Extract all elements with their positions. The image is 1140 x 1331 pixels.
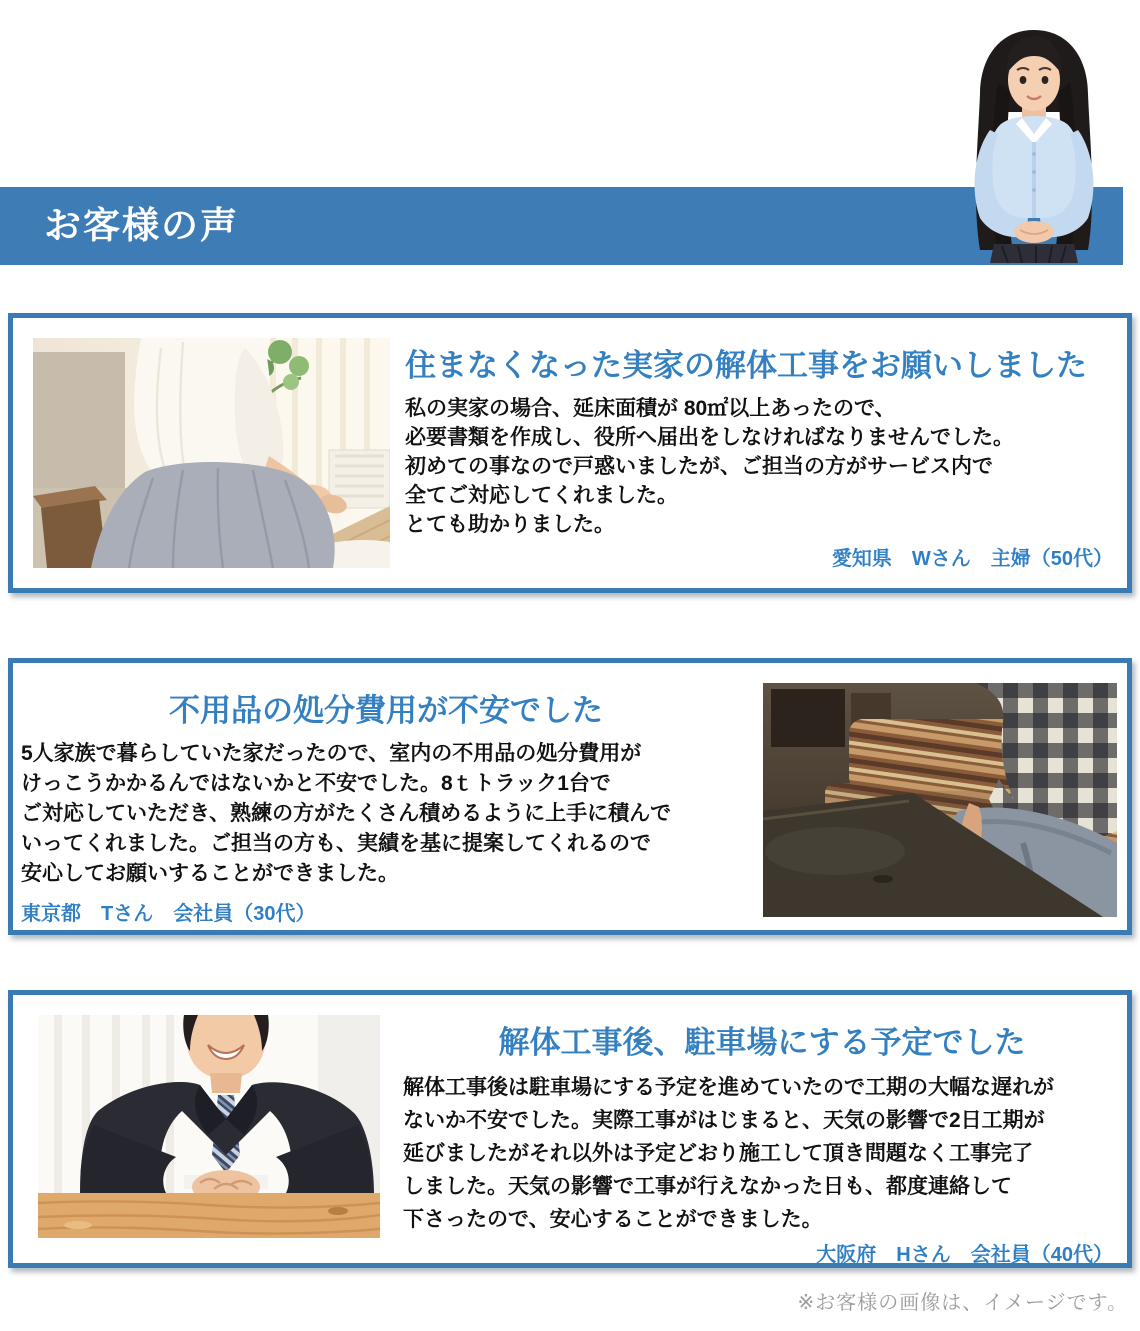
testimonial-title: 不用品の処分費用が不安でした (169, 693, 603, 728)
page-title: お客様の声 (44, 205, 239, 246)
testimonial-attribution: 東京都 Tさん 会社員（30代） (21, 903, 316, 925)
testimonial-body-line: 全てご対応してくれました。 (405, 484, 678, 507)
customer-photo-businessman (38, 1015, 380, 1238)
testimonial-card-1 (8, 313, 1132, 593)
testimonial-title: 住まなくなった実家の解体工事をお願いしました (405, 348, 1087, 383)
testimonial-body (403, 1071, 1054, 1236)
testimonial-body-line: 私の実家の場合、延床面積が 80㎡以上あったので、 (405, 397, 896, 420)
testimonial-body-line: しました。天気の影響で工事が行えなかった日も、都度連絡して (403, 1175, 1012, 1198)
receptionist-photo (928, 22, 1140, 263)
testimonial-body-line: 必要書類を作成し、役所へ届出をしなければなりませんでした。 (405, 426, 1014, 449)
testimonial-body-line: けっこうかかるんではないかと不安でした。8ｔトラック1台で (21, 772, 611, 795)
testimonial-body-line: 下さったので、安心することができました。 (403, 1208, 823, 1231)
testimonial-attribution: 愛知県 Wさん 主婦（50代） (831, 548, 1113, 570)
testimonial-body-line: 延びましたがそれ以外は予定どおり施工して頂き問題なく工事完了 (403, 1142, 1033, 1165)
testimonial-card-3 (8, 990, 1132, 1268)
customer-photo-man-plaid (763, 683, 1117, 917)
testimonial-card-2 (8, 658, 1132, 935)
testimonial-body-line: とても助かりました。 (405, 513, 615, 536)
image-disclaimer-note: ※お客様の画像は、イメージです。 (797, 1292, 1128, 1314)
testimonial-body-line: ないか不安でした。実際工事がはじまると、天気の影響で2日工期が (403, 1109, 1045, 1132)
testimonial-body-line: 5人家族で暮らしていた家だったので、室内の不用品の処分費用が (21, 742, 642, 765)
testimonial-body-line: いってくれました。ご担当の方も、実績を基に提案してくれるので (21, 832, 651, 855)
testimonial-body (21, 739, 671, 889)
testimonial-body-line: ご対応していただき、熟練の方がたくさん積めるように上手に積んで (21, 802, 672, 825)
testimonial-title: 解体工事後、駐車場にする予定でした (498, 1025, 1026, 1060)
testimonial-body-line: 解体工事後は駐車場にする予定を進めていたので工期の大幅な遅れが (403, 1076, 1054, 1099)
testimonial-body (405, 394, 1014, 539)
testimonial-body-line: 安心してお願いすることができました。 (21, 862, 399, 885)
customer-photo-woman-sofa (33, 338, 390, 568)
testimonial-body-line: 初めての事なので戸惑いましたが、ご担当の方がサービス内で (405, 455, 993, 478)
testimonial-attribution: 大阪府 Hさん 会社員（40代） (816, 1244, 1113, 1266)
